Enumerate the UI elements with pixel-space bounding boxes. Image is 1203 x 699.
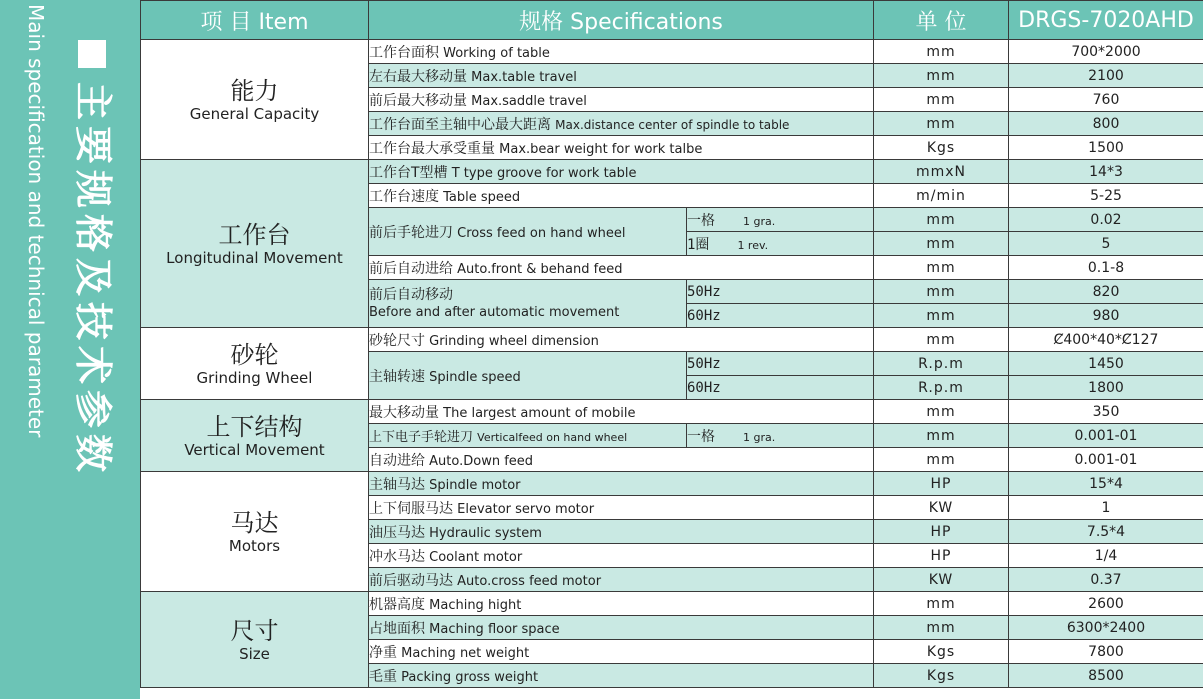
- spec-cn: 最大移动量: [369, 404, 439, 421]
- spec-cn: 前后手轮进刀: [369, 224, 453, 241]
- group-label-cn: 马达: [230, 508, 279, 537]
- spec-unit: R.p.m: [874, 352, 1009, 376]
- spec-cn: 前后最大移动量: [369, 92, 467, 109]
- spec-en: Max.saddle travel: [471, 93, 587, 109]
- spec-cn: 上下电子手轮进刀: [369, 430, 474, 445]
- spec-item: [369, 544, 874, 568]
- spec-en: Grinding wheel dimension: [429, 333, 599, 349]
- spec-value: 980: [1009, 304, 1203, 328]
- spec-unit: mmxN: [874, 160, 1009, 184]
- square-bullet-icon: [78, 40, 106, 68]
- spec-cn: 主轴转速: [369, 368, 425, 385]
- spec-en: Spindle motor: [429, 477, 521, 493]
- spec-value: 1: [1009, 496, 1203, 520]
- spec-cn: 净重: [369, 644, 397, 661]
- spec-value: 15*4: [1009, 472, 1203, 496]
- spec-cn: 前后驱动马达: [369, 572, 453, 589]
- group-motors: [141, 472, 369, 592]
- table-header-row: [141, 1, 1203, 40]
- group-label-cn: 工作台: [218, 220, 291, 249]
- spec-sub: 60Hz: [687, 304, 874, 328]
- spec-value: 5: [1009, 232, 1203, 256]
- spec-cn: 工作台最大承受重量: [369, 140, 495, 157]
- spec-item: [369, 568, 874, 592]
- spec-value: 0.02: [1009, 208, 1203, 232]
- spec-sub: 50Hz: [687, 280, 874, 304]
- spec-value: 6300*2400: [1009, 616, 1203, 640]
- spec-value: 5-25: [1009, 184, 1203, 208]
- spec-value: 8500: [1009, 664, 1203, 688]
- header-model: DRGS-7020AHD: [1009, 1, 1203, 40]
- spec-value: 1450: [1009, 352, 1203, 376]
- spec-en: Maching floor space: [429, 621, 560, 637]
- spec-unit: R.p.m: [874, 376, 1009, 400]
- spec-en: Max.bear weight for work talbe: [499, 141, 703, 157]
- table-row: [141, 400, 1203, 424]
- spec-value: 7800: [1009, 640, 1203, 664]
- spec-value: 0.37: [1009, 568, 1203, 592]
- spec-item: [369, 88, 874, 112]
- table-row: [141, 40, 1203, 64]
- spec-unit: mm: [874, 400, 1009, 424]
- spec-cn: 砂轮尺寸: [369, 332, 425, 349]
- spec-item: [369, 328, 874, 352]
- sidebar-title-en: Main specification and technical parameter: [24, 4, 48, 438]
- spec-cn: 上下伺服马达: [369, 500, 453, 517]
- spec-sub: [687, 232, 874, 256]
- spec-unit: mm: [874, 304, 1009, 328]
- spec-value: 760: [1009, 88, 1203, 112]
- spec-unit: mm: [874, 112, 1009, 136]
- spec-item: [369, 640, 874, 664]
- sidebar-rotated-text: [0, 0, 140, 699]
- spec-unit: mm: [874, 40, 1009, 64]
- group-label-en: Motors: [228, 536, 281, 555]
- spec-item: [369, 352, 687, 400]
- spec-item: [369, 472, 874, 496]
- group-wheel: [141, 328, 369, 400]
- header-spec: 规格 Specifications: [369, 1, 874, 40]
- spec-item: [369, 280, 687, 328]
- table-row: [141, 592, 1203, 616]
- spec-unit: mm: [874, 616, 1009, 640]
- spec-value: 2100: [1009, 64, 1203, 88]
- spec-sub: [687, 424, 874, 448]
- spec-en: Auto.front & behand feed: [457, 261, 623, 277]
- group-label-en: Grinding Wheel: [196, 368, 313, 387]
- spec-value: 0.1-8: [1009, 256, 1203, 280]
- spec-en: Max.distance center of spindle to table: [555, 117, 790, 132]
- spec-cn: 占地面积: [369, 620, 425, 637]
- spec-cn: 自动进给: [369, 452, 425, 469]
- spec-sub: [687, 208, 874, 232]
- spec-cn: 冲水马达: [369, 548, 425, 565]
- spec-item: [369, 424, 687, 448]
- spec-item: [369, 400, 874, 424]
- spec-en: Maching net weight: [401, 645, 530, 661]
- spec-en: T type groove for work table: [451, 165, 637, 181]
- spec-value: 350: [1009, 400, 1203, 424]
- spec-en: Packing gross weight: [401, 669, 539, 685]
- spec-unit: KW: [874, 568, 1009, 592]
- spec-cn: 主轴马达: [369, 476, 425, 493]
- spec-value: 1800: [1009, 376, 1203, 400]
- sub-en: 1 gra.: [743, 214, 776, 228]
- spec-cn: 前后自动移动: [369, 286, 453, 303]
- spec-unit: m/min: [874, 184, 1009, 208]
- spec-item: [369, 664, 874, 688]
- spec-en: Before and after automatic movement: [369, 304, 620, 320]
- spec-en: Auto.cross feed motor: [457, 573, 602, 589]
- spec-en: The largest amount of mobile: [443, 405, 636, 421]
- spec-en: Table speed: [443, 189, 521, 205]
- spec-en: Elevator servo motor: [457, 501, 595, 517]
- spec-item: [369, 160, 874, 184]
- spec-en: Cross feed on hand wheel: [457, 225, 626, 241]
- group-capacity: [141, 40, 369, 160]
- group-label-cn: 能力: [230, 76, 279, 105]
- spec-unit: mm: [874, 592, 1009, 616]
- group-label-en: Longitudinal Movement: [166, 248, 343, 267]
- spec-en: Auto.Down feed: [429, 453, 534, 469]
- spec-item: [369, 592, 874, 616]
- group-label-en: Vertical Movement: [184, 440, 325, 459]
- sidebar-title-cn: 主要规格及技术参数: [71, 82, 115, 479]
- spec-item: [369, 208, 687, 256]
- spec-value: 0.001-01: [1009, 448, 1203, 472]
- spec-item: [369, 40, 874, 64]
- spec-value: 800: [1009, 112, 1203, 136]
- spec-cn: 前后自动进给: [369, 260, 453, 277]
- spec-unit: HP: [874, 544, 1009, 568]
- spec-unit: mm: [874, 232, 1009, 256]
- spec-en: Verticalfeed on hand wheel: [477, 431, 628, 444]
- spec-unit: mm: [874, 280, 1009, 304]
- sub-en: 1 gra.: [743, 430, 776, 444]
- spec-unit: mm: [874, 256, 1009, 280]
- group-table: [141, 160, 369, 328]
- spec-item: [369, 616, 874, 640]
- spec-cn: 左右最大移动量: [369, 68, 467, 85]
- spec-unit: KW: [874, 496, 1009, 520]
- spec-unit: mm: [874, 424, 1009, 448]
- table-row: [141, 472, 1203, 496]
- spec-unit: Kgs: [874, 136, 1009, 160]
- spec-cn: 油压马达: [369, 524, 425, 541]
- spec-unit: mm: [874, 208, 1009, 232]
- table-row: [141, 328, 1203, 352]
- spec-unit: mm: [874, 88, 1009, 112]
- spec-en: Working of table: [443, 45, 550, 61]
- sidebar-banner: [0, 0, 140, 699]
- spec-item: [369, 448, 874, 472]
- group-label-cn: 上下结构: [206, 412, 303, 441]
- spec-unit: Kgs: [874, 640, 1009, 664]
- sub-cn: 一格: [687, 212, 715, 229]
- group-size: [141, 592, 369, 688]
- spec-sub: 60Hz: [687, 376, 874, 400]
- spec-en: Coolant motor: [429, 549, 523, 565]
- group-vertical: [141, 400, 369, 472]
- spec-cn: 机器高度: [369, 596, 425, 613]
- table-row: [141, 160, 1203, 184]
- sub-cn: 一格: [687, 428, 715, 445]
- sub-en: 1 rev.: [737, 238, 769, 252]
- spec-sub: 50Hz: [687, 352, 874, 376]
- spec-item: [369, 112, 874, 136]
- group-label-en: Size: [239, 644, 270, 663]
- group-label-cn: 砂轮: [230, 340, 279, 369]
- spec-cn: 工作台面至主轴中心最大距离: [369, 116, 551, 133]
- group-label-cn: 尺寸: [230, 616, 279, 645]
- header-item: 项 目 Item: [141, 1, 369, 40]
- spec-unit: HP: [874, 520, 1009, 544]
- spec-item: [369, 184, 874, 208]
- spec-value: 2600: [1009, 592, 1203, 616]
- spec-unit: mm: [874, 64, 1009, 88]
- spec-unit: HP: [874, 472, 1009, 496]
- spec-cn: 工作台面积: [369, 44, 439, 61]
- spec-cn: 毛重: [369, 668, 397, 685]
- spec-unit: mm: [874, 328, 1009, 352]
- group-label-en: General Capacity: [189, 104, 320, 123]
- spec-value: 1500: [1009, 136, 1203, 160]
- spec-value: Ȼ400*40*Ȼ127: [1009, 328, 1203, 352]
- spec-item: [369, 496, 874, 520]
- spec-value: 700*2000: [1009, 40, 1203, 64]
- spec-value: 14*3: [1009, 160, 1203, 184]
- spec-en: Spindle speed: [429, 369, 521, 385]
- spec-value: 820: [1009, 280, 1203, 304]
- spec-unit: mm: [874, 448, 1009, 472]
- spec-value: 0.001-01: [1009, 424, 1203, 448]
- spec-item: [369, 64, 874, 88]
- spec-en: Max.table travel: [471, 69, 577, 85]
- sub-cn: 1圈: [687, 236, 710, 253]
- header-unit: 单 位: [874, 1, 1009, 40]
- spec-unit: Kgs: [874, 664, 1009, 688]
- spec-item: [369, 136, 874, 160]
- spec-en: Maching hight: [429, 597, 522, 613]
- spec-value: 7.5*4: [1009, 520, 1203, 544]
- spec-table: [140, 0, 1203, 688]
- spec-cn: 工作台T型槽: [369, 164, 448, 181]
- spec-item: [369, 256, 874, 280]
- spec-value: 1/4: [1009, 544, 1203, 568]
- spec-cn: 工作台速度: [369, 188, 439, 205]
- spec-item: [369, 520, 874, 544]
- spec-en: Hydraulic system: [429, 525, 542, 541]
